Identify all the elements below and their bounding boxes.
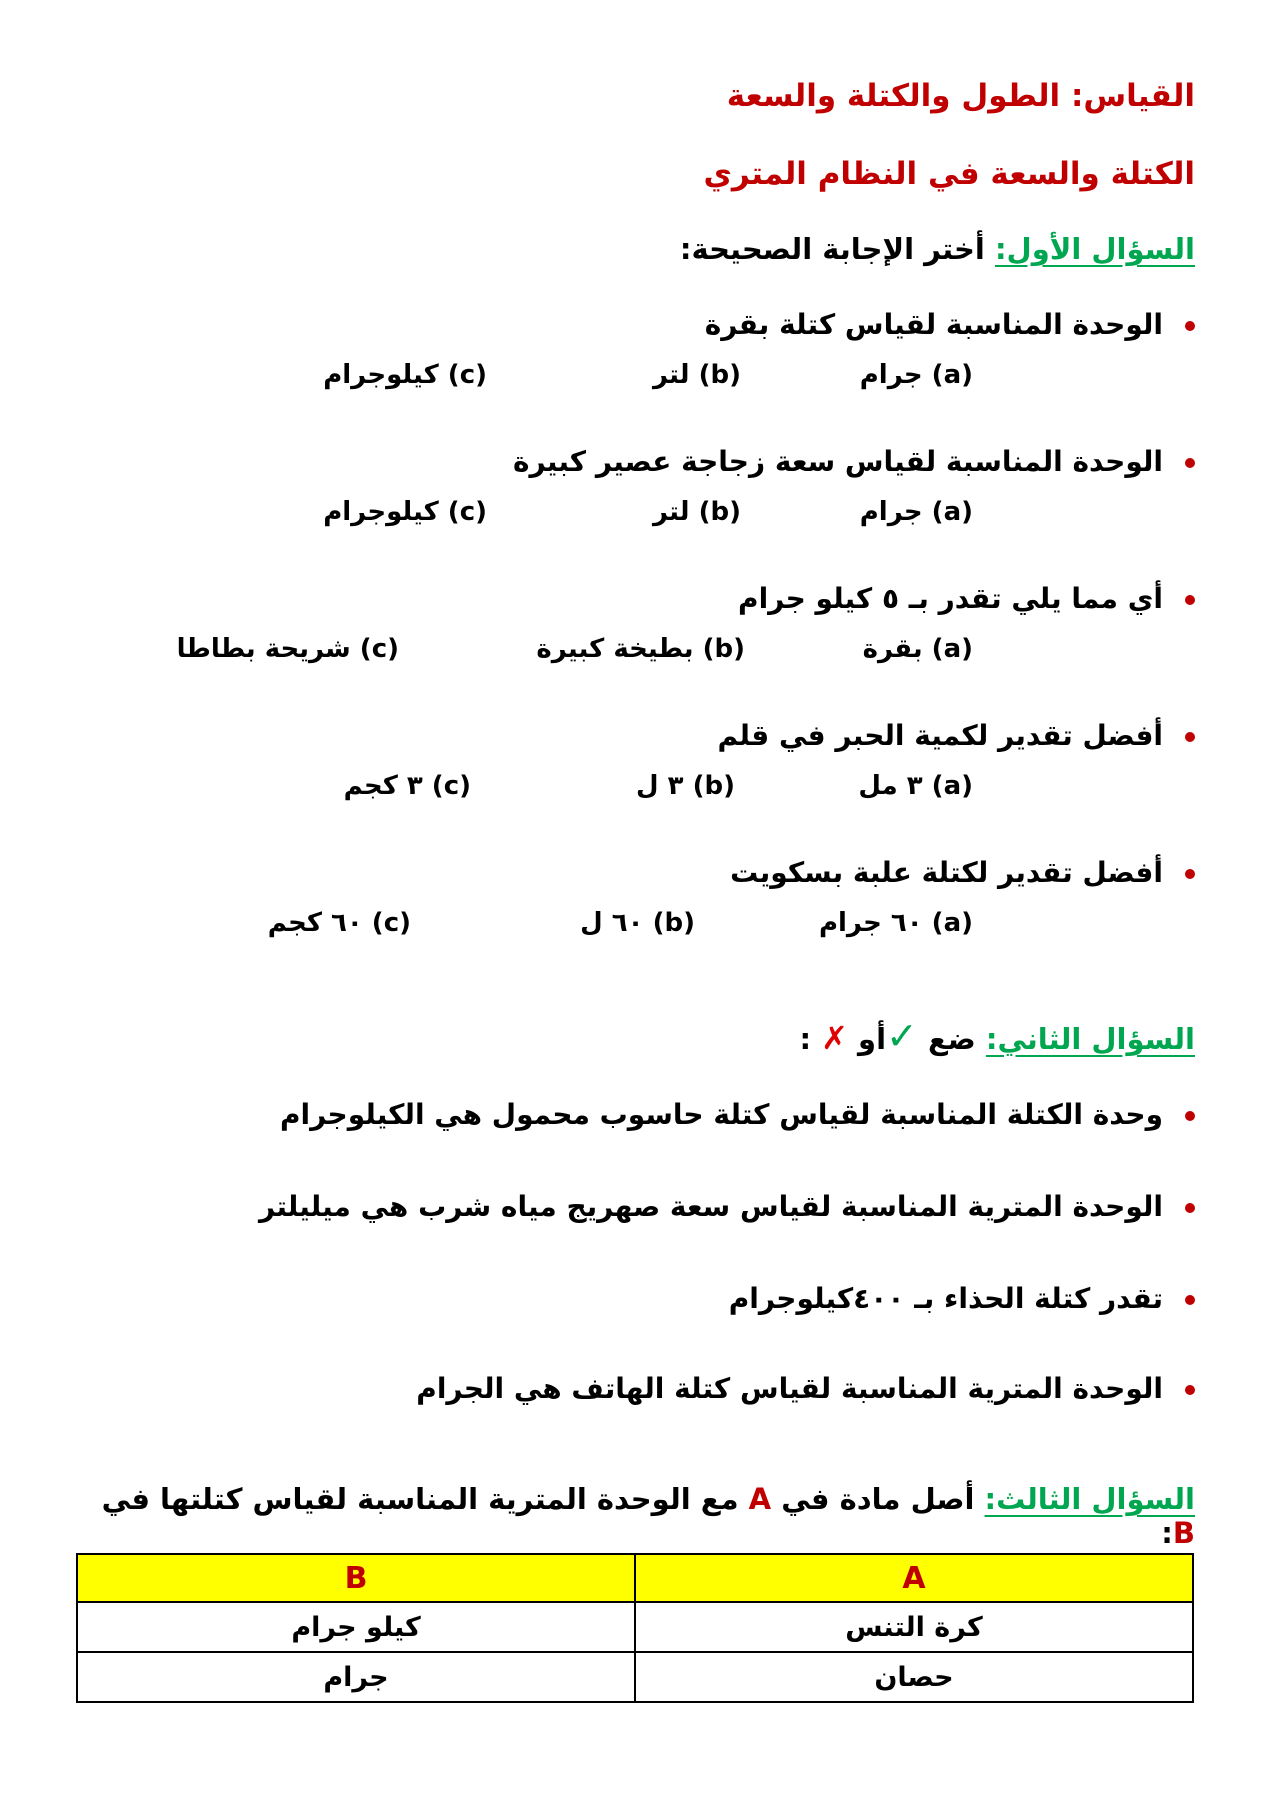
q3-label: السؤال الثالث: (984, 1482, 1195, 1516)
bullet-icon (1185, 1385, 1195, 1395)
q2-instruction-put: ضع (917, 1022, 986, 1056)
q3-instruction-a: أصل مادة في (771, 1482, 985, 1516)
option-a[interactable]: (a) ٦٠ جرام (818, 908, 973, 938)
bullet-icon (1185, 321, 1195, 331)
q1-item-text: أي مما يلي تقدر بـ ٥ كيلو جرام (738, 582, 1163, 615)
q2-label: السؤال الثاني: (985, 1022, 1195, 1056)
q1-item-text: الوحدة المناسبة لقياس كتلة بقرة (704, 308, 1163, 341)
q1-instruction: أختر الإجابة الصحيحة: (679, 232, 995, 266)
q1-label: السؤال الأول: (994, 232, 1195, 266)
q2-item-3 (60, 1282, 1195, 1315)
option-a[interactable]: (a) بقرة (862, 634, 973, 664)
option-b[interactable]: (b) ٦٠ ل (580, 908, 695, 938)
q2-item-4 (60, 1372, 1195, 1405)
option-c[interactable]: (c) ٣ كجم (343, 771, 471, 801)
bullet-icon (1185, 1203, 1195, 1213)
q3-letter-a: A (748, 1482, 772, 1516)
q1-item-3 (60, 582, 1195, 615)
q1-item-text: الوحدة المناسبة لقياس سعة زجاجة عصير كبيرة (512, 445, 1163, 478)
table-row (77, 1652, 1193, 1702)
q1-heading (76, 232, 1195, 266)
table-header-row (77, 1554, 1193, 1602)
table-cell-a[interactable]: حصان (635, 1652, 1193, 1702)
bullet-icon (1185, 869, 1195, 879)
q2-instruction-or: أو (847, 1022, 887, 1056)
q1-item-4 (60, 719, 1195, 752)
bullet-icon (1185, 1295, 1195, 1305)
q2-item-1 (60, 1098, 1195, 1131)
q1-item-1 (60, 308, 1195, 341)
option-c[interactable]: (c) كيلوجرام (323, 360, 487, 390)
cross-mark-icon: ✗ (821, 1019, 848, 1057)
option-b[interactable]: (b) بطيخة كبيرة (536, 634, 745, 664)
q2-item-text: الوحدة المترية المناسبة لقياس سعة صهريج مياه شرب هي ميليلتر (258, 1190, 1163, 1223)
option-a[interactable]: (a) جرام (859, 497, 973, 527)
table-row (77, 1602, 1193, 1652)
q3-letter-b: B (1172, 1516, 1195, 1550)
column-header-a: A (635, 1554, 1193, 1602)
option-c[interactable]: (c) ٦٠ كجم (267, 908, 411, 938)
q1-item-text: أفضل تقدير لكمية الحبر في قلم (717, 719, 1163, 752)
column-header-b: B (77, 1554, 635, 1602)
q1-item-5-options (60, 908, 1211, 948)
q2-item-2 (60, 1190, 1195, 1223)
main-title: القياس: الطول والكتلة والسعة (726, 78, 1195, 114)
q1-item-2-options (60, 497, 1211, 537)
sub-title: الكتلة والسعة في النظام المتري (703, 156, 1195, 192)
bullet-icon (1185, 595, 1195, 605)
table-cell-b[interactable]: كيلو جرام (77, 1602, 635, 1652)
check-mark-icon: ✓ (886, 1014, 918, 1058)
bullet-icon (1185, 458, 1195, 468)
bullet-icon (1185, 1111, 1195, 1121)
q2-heading (76, 1014, 1195, 1058)
q3-instruction-b: مع الوحدة المترية المناسبة لقياس كتلتها في (101, 1482, 749, 1516)
q1-item-4-options (60, 771, 1211, 811)
option-a[interactable]: (a) جرام (859, 360, 973, 390)
q3-heading (76, 1482, 1195, 1550)
option-b[interactable]: (b) لتر (653, 497, 741, 527)
q1-item-1-options (60, 360, 1211, 400)
q2-item-text: تقدر كتلة الحذاء بـ ٤٠٠كيلوجرام (728, 1282, 1163, 1315)
q2-instruction-end: : (799, 1022, 822, 1056)
option-c[interactable]: (c) شريحة بطاطا (176, 634, 399, 664)
table-cell-b[interactable]: جرام (77, 1652, 635, 1702)
bullet-icon (1185, 732, 1195, 742)
q1-item-2 (60, 445, 1195, 478)
q2-item-text: الوحدة المترية المناسبة لقياس كتلة الهاتف هي الجرام (416, 1372, 1163, 1405)
q1-item-text: أفضل تقدير لكتلة علبة بسكويت (730, 856, 1163, 889)
option-c[interactable]: (c) كيلوجرام (323, 497, 487, 527)
option-a[interactable]: (a) ٣ مل (858, 771, 973, 801)
option-b[interactable]: (b) ٣ ل (636, 771, 735, 801)
matching-table (76, 1553, 1194, 1703)
option-b[interactable]: (b) لتر (653, 360, 741, 390)
q1-item-3-options (60, 634, 1211, 674)
q3-instruction-end: : (1161, 1516, 1173, 1550)
q1-item-5 (60, 856, 1195, 889)
table-cell-a[interactable]: كرة التنس (635, 1602, 1193, 1652)
q2-item-text: وحدة الكتلة المناسبة لقياس كتلة حاسوب محمول هي الكيلوجرام (280, 1098, 1163, 1131)
